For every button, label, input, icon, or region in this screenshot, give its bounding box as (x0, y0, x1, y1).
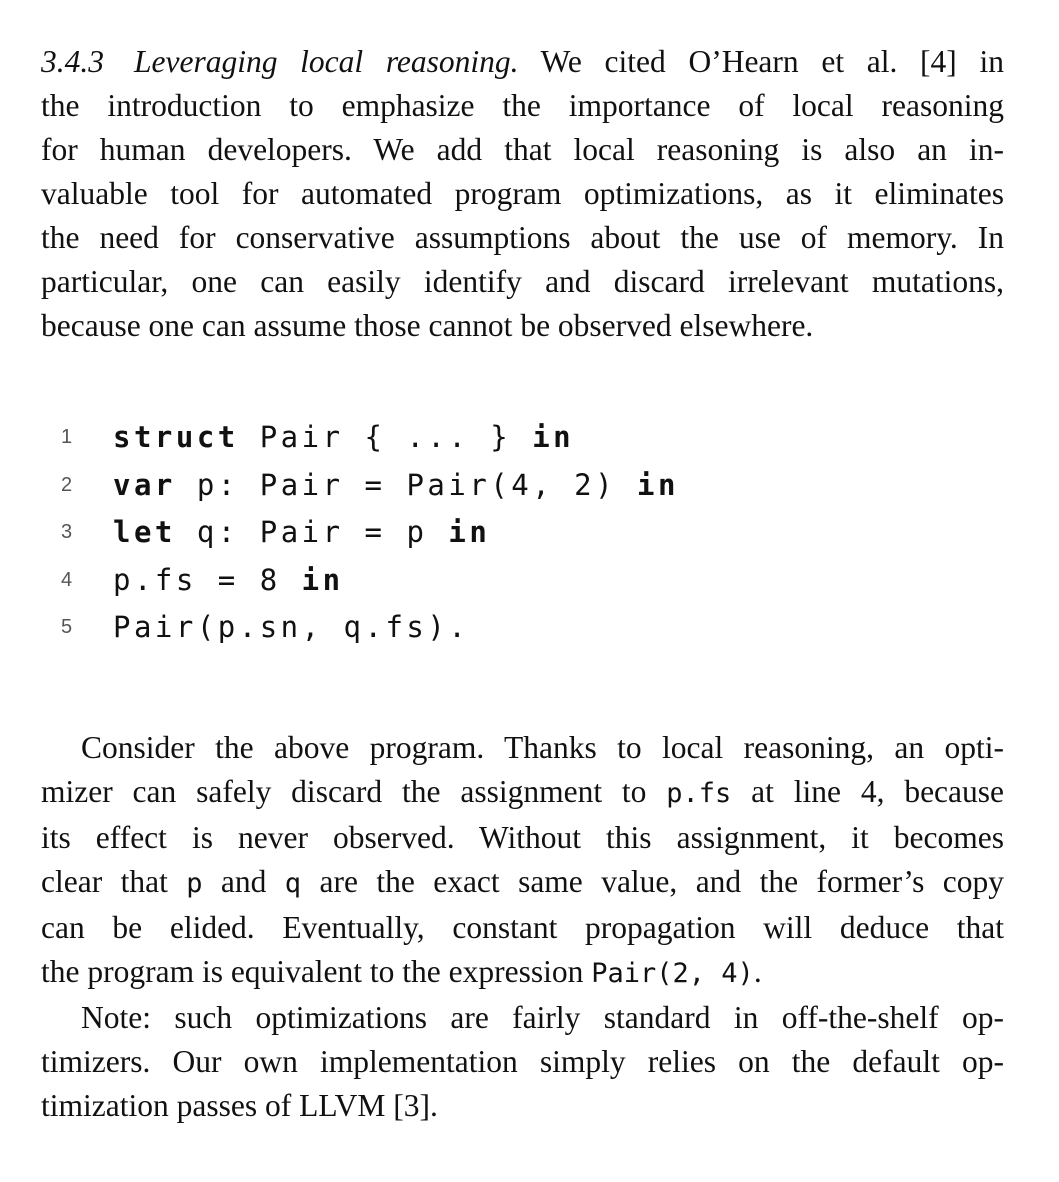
code-keyword: struct (113, 420, 239, 454)
line-number: 3 (61, 521, 73, 543)
inline-code: Pair(2, 4) (591, 958, 754, 989)
section-number: 3.4.3 (41, 44, 104, 79)
line-number: 2 (61, 473, 73, 496)
code-token: p.fs = 8 (113, 562, 302, 597)
code-listing (41, 420, 1004, 658)
inline-code: p.fs (666, 778, 732, 809)
code-line (41, 610, 1004, 658)
text-line: Note: such optimizations are fairly standard in off-the-shelf op- (81, 1000, 1004, 1035)
text-line: the introduction to emphasize the importance of local reasoning (41, 88, 1004, 123)
code-token: Pair(p.sn, q.fs). (113, 610, 470, 644)
text-run: and (202, 864, 285, 899)
text-line: timizers. Our own implementation simply relies on the default op- (41, 1044, 1004, 1079)
section-paragraph (41, 40, 1004, 348)
body-paragraph-1 (41, 726, 1004, 996)
code-text (113, 468, 679, 502)
code-token: Pair { ... } (238, 420, 533, 454)
code-token: p: Pair = Pair(4, 2) (175, 467, 637, 502)
body-text (41, 726, 1004, 1128)
text-run: clear that (41, 864, 187, 899)
text-line: particular, one can easily identify and discard irrelevant mutations, (41, 264, 1004, 299)
text-line: the need for conservative assumptions about the use of memory. In (41, 220, 1004, 255)
code-text (113, 563, 344, 597)
code-keyword: let (113, 515, 176, 549)
code-line (41, 468, 1004, 516)
code-line (41, 515, 1004, 563)
code-line (41, 563, 1004, 611)
section-title: Leveraging local reasoning. (134, 44, 519, 79)
body-paragraph-2 (41, 996, 1004, 1128)
section-heading-line (41, 40, 1004, 84)
code-keyword: in (301, 562, 344, 597)
text-line: can be elided. Eventually, constant propagation will deduce that (41, 910, 1004, 945)
code-text (113, 610, 469, 644)
line-number: 5 (61, 616, 73, 638)
text-run: at line 4, because (731, 774, 1004, 809)
text-line: for human developers. We add that local reasoning is also an in- (41, 132, 1004, 167)
text-run: the program is equivalent to the expression (41, 954, 592, 989)
page (41, 40, 1004, 1123)
code-keyword: in (532, 420, 575, 454)
inline-code: q (284, 868, 302, 899)
text-line (41, 950, 1004, 996)
text-line: because one can assume those cannot be observed elsewhere. (41, 308, 814, 343)
text-run: . (753, 954, 762, 989)
text-line: valuable tool for automated program optimizations, as it eliminates (41, 176, 1004, 211)
code-keyword: in (448, 515, 491, 549)
text-run: mizer can safely discard the assignment to (41, 774, 667, 809)
code-keyword: var (113, 467, 176, 502)
inline-code: p (186, 868, 203, 899)
text-line (41, 860, 1004, 906)
text-line (41, 770, 1004, 816)
text-line: timization passes of LLVM [3]. (41, 1088, 438, 1123)
line-number: 4 (61, 568, 73, 591)
text-run: are the exact same value, and the former’s copy (301, 864, 1004, 899)
code-keyword: in (637, 467, 679, 502)
code-text (113, 420, 574, 454)
text-line: its effect is never observed. Without this assignment, it becomes (41, 820, 1004, 855)
text-line: Consider the above program. Thanks to local reasoning, an opti- (81, 730, 1004, 765)
text-line: We cited O’Hearn et al. [4] in (518, 44, 1004, 79)
line-number: 1 (61, 426, 73, 448)
code-token: q: Pair = p (175, 515, 449, 549)
code-line (41, 420, 1004, 468)
code-text (113, 515, 490, 549)
